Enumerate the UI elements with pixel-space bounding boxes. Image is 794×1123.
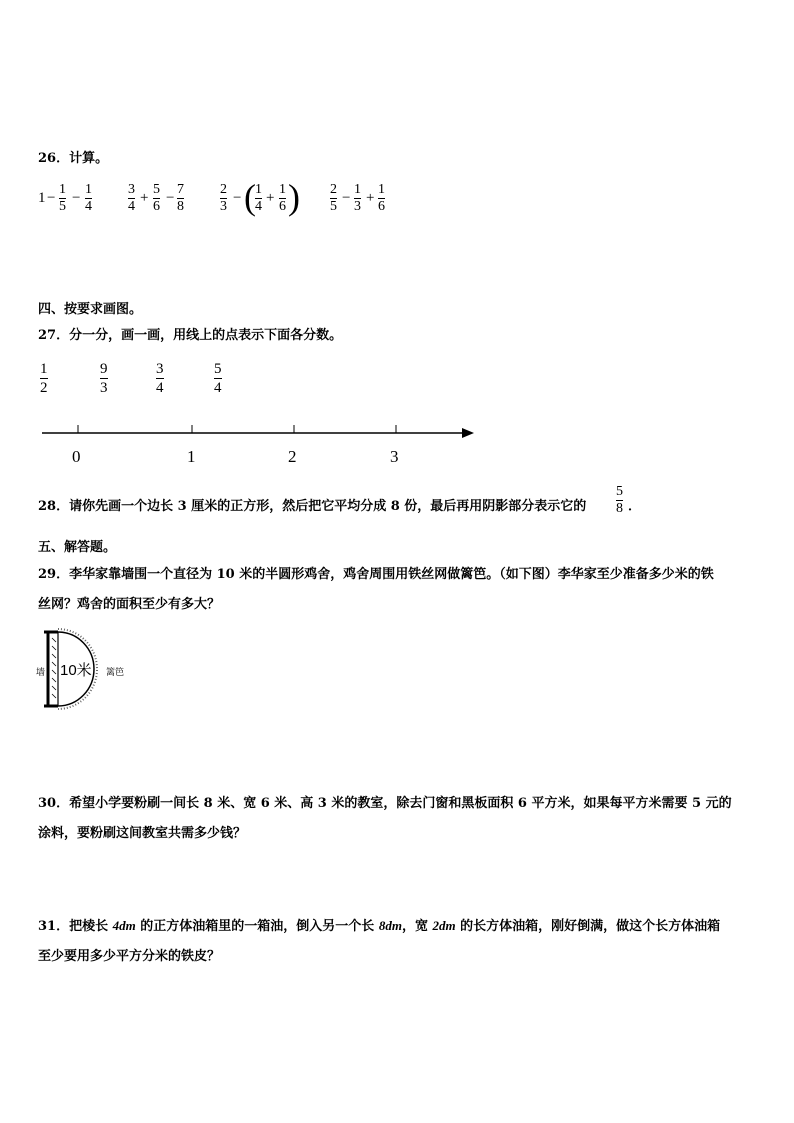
q29-figure [36, 628, 136, 712]
expr3-op1: − [233, 190, 242, 206]
left-paren: ( [244, 177, 256, 217]
expr4-frac2: 1 3 [354, 182, 361, 214]
q26-title: 26．计算。 [38, 151, 109, 166]
wall-label: 墙 [36, 668, 46, 678]
q29-line2: 丝网？鸡舍的面积至少有多大？ [38, 597, 221, 612]
expr1-op2: − [72, 190, 81, 206]
q27-title: 27．分一分，画一画，用线上的点表示下面各分数。 [38, 328, 343, 343]
expr4-frac3: 1 6 [378, 182, 385, 214]
tick-label-3: 3 [390, 447, 399, 466]
arrow-head-icon [462, 428, 474, 438]
expr2-frac2: 5 6 [153, 182, 160, 214]
diameter-label: 10米 [60, 662, 92, 679]
expr2-frac1: 3 4 [128, 182, 135, 214]
q28-end: ． [628, 499, 642, 514]
tick-label-1: 1 [187, 447, 196, 466]
unit-2dm: 2dm [432, 918, 456, 933]
expr2-frac3: 7 8 [177, 182, 184, 214]
q27-frac-3: 3 4 [156, 361, 164, 396]
q28-text: 28．请你先画一个边长 3 厘米的正方形，然后把它平均分成 8 份，最后再用阴影部分表示它的 [38, 499, 587, 514]
q27-frac-4: 5 4 [214, 361, 222, 396]
expr1-lead: 1 [38, 190, 46, 206]
q30-line1: 30．希望小学要粉刷一间长 8 米、宽 6 米、高 3 米的教室，除去门窗和黑板面积 6 平方米，如果每平方米需要 5 元的 [38, 796, 732, 811]
expr2-op2: − [166, 190, 175, 206]
fence-label: 篱笆 [106, 668, 125, 678]
expr4-frac1: 2 5 [330, 182, 337, 214]
expr3-frac3: 1 6 [279, 182, 286, 214]
expr1-frac1: 1 5 [59, 182, 66, 214]
expr4-op2: + [366, 190, 375, 206]
expr2-op1: + [140, 190, 149, 206]
q31-line2: 至少要用多少平方分米的铁皮？ [38, 949, 221, 964]
unit-8dm: 8dm [378, 918, 402, 933]
expr3-frac2: 1 4 [255, 182, 262, 214]
q30-line2: 涂料，要粉刷这间教室共需多少钱？ [38, 826, 247, 841]
section-4-heading: 四、按要求画图。 [38, 302, 143, 317]
q27-frac-2: 9 3 [100, 361, 108, 396]
q27-frac-1: 1 2 [40, 361, 48, 396]
right-paren: ) [288, 177, 300, 217]
q31-line1: 31．把棱长 4dm 的正方体油箱里的一箱油，倒入另一个长 8dm，宽 2dm 的长方体油箱，刚好倒满，做这个长方体油箱 [38, 918, 721, 934]
tick-label-0: 0 [72, 447, 81, 466]
unit-4dm: 4dm [112, 918, 136, 933]
section-5-heading: 五、解答题。 [38, 540, 117, 555]
number-line [0, 0, 794, 480]
q28-fraction: 5 8 [616, 484, 623, 516]
expr1-op1: − [47, 190, 56, 206]
expr1-frac2: 1 4 [85, 182, 92, 214]
expr4-op1: − [342, 190, 351, 206]
q29-line1: 29．李华家靠墙围一个直径为 10 米的半圆形鸡舍，鸡舍周围用铁丝网做篱笆。（如下图）李华家至少准备多少米的铁 [38, 567, 714, 582]
expr3-frac1: 2 3 [220, 182, 227, 214]
tick-label-2: 2 [288, 447, 297, 466]
expr3-op2: + [266, 190, 275, 206]
